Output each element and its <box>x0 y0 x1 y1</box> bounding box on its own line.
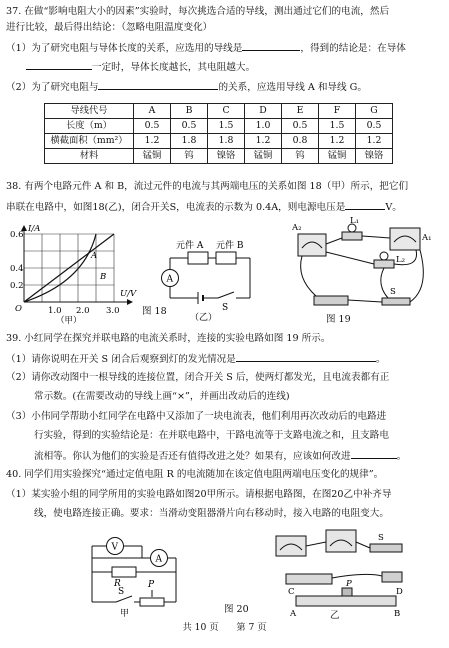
table-cell: E <box>282 104 319 119</box>
a2-label: A₂ <box>292 223 302 233</box>
answer-blank[interactable] <box>98 80 218 90</box>
table-cell: C <box>208 104 245 119</box>
battery-icon <box>314 296 348 305</box>
table-cell: 1.8 <box>208 134 245 149</box>
table-cell: 镍铬 <box>356 149 393 164</box>
table-cell: 钨 <box>171 149 208 164</box>
table-cell: 1.0 <box>245 119 282 134</box>
table-cell: 横截面积（mm²） <box>45 134 134 149</box>
q39-line1: 39. 小红同学在探究并联电路的电流关系时，连接的实验电路如图 19 所示。 <box>6 333 331 344</box>
q40-part1b: 线，使电路连接正确。要求：当滑动变阻器滑片向右移动时，接入电路的电阻变大。 <box>34 508 389 519</box>
circuit-caption: 甲 <box>120 609 130 619</box>
answer-blank[interactable] <box>26 60 92 70</box>
resistor-label: R <box>114 579 121 589</box>
figure-20-photo <box>266 522 416 622</box>
q40-part1a: （1）某实验小组的同学所用的实验电路如图20甲所示。请根据电路图，在图20乙中补齐导 <box>6 489 392 500</box>
origin-label: O <box>15 304 22 314</box>
table-cell: 钨 <box>282 149 319 164</box>
q37-part1-text-c: 一定时，导体长度越长，其电阻越大。 <box>92 62 256 73</box>
table-cell: 1.5 <box>319 119 356 134</box>
page-footer <box>0 622 449 634</box>
q37-part1-text: （1）为了研究电阻与导体长度的关系，应选用的导线是 <box>6 43 243 54</box>
q37-line1: 37. 在做“影响电阻大小的因素”实验时，每次挑选合适的导线，测出通过它们的电流，然后 <box>6 6 390 17</box>
table-cell: B <box>171 104 208 119</box>
curve-b-label: B <box>100 272 107 282</box>
fig20-circuit-diagram <box>78 524 190 619</box>
total-pages: 共 10 页 <box>182 622 219 633</box>
y-tick: 0.4 <box>10 264 24 274</box>
answer-blank[interactable] <box>236 352 376 362</box>
table-cell: 锰铜 <box>134 149 171 164</box>
table-cell: 1.2 <box>134 134 171 149</box>
q39-part1-end: 。 <box>375 354 386 365</box>
l1-label: L₁ <box>350 216 360 226</box>
terminal-c-label: C <box>288 587 295 597</box>
switch-icon <box>382 298 410 305</box>
figure-20-yi-caption: 乙 <box>330 610 340 621</box>
page-number: 第 7 页 <box>236 622 267 633</box>
q37-part1 <box>6 41 406 56</box>
answer-blank[interactable] <box>351 449 397 459</box>
table-row <box>45 134 393 149</box>
q37-part2-text: （2）为了研究电阻与 <box>6 82 99 93</box>
ammeter-a2-icon <box>298 234 326 256</box>
q38-line2-text: 串联在电路中，如图18(乙)，闭合开关S，电流表的示数为 0.4A，则电源电压是 <box>6 202 346 213</box>
table-cell: 0.5 <box>171 119 208 134</box>
table-row <box>45 104 393 119</box>
q38-line2-unit: V。 <box>385 202 402 213</box>
table-cell: 1.2 <box>245 134 282 149</box>
q39-part3c-text: 流相等。你认为他们的实验是否还有值得改进之处？如果有，应该如何改进 <box>34 451 351 462</box>
ammeter-label: A <box>166 274 173 285</box>
table-cell: 长度（m） <box>45 119 134 134</box>
q37-part2 <box>6 80 367 95</box>
s-label: S <box>390 287 396 297</box>
table-cell: 0.5 <box>282 119 319 134</box>
q39-part1 <box>6 352 385 367</box>
q39-part3-end: 。 <box>396 451 407 462</box>
q38-line1: 38. 有两个电路元件 A 和 B，流过元件的电流与其两端电压的关系如图 18（甲）所示，把它们 <box>6 181 409 192</box>
x-tick: 2.0 <box>76 306 90 316</box>
table-cell: 锰铜 <box>245 149 282 164</box>
table-cell: 1.2 <box>356 134 393 149</box>
table-cell: 0.5 <box>356 119 393 134</box>
table-cell: 1.8 <box>171 134 208 149</box>
table-cell: 0.5 <box>134 119 171 134</box>
switch-s-label: S <box>378 533 384 543</box>
y-tick: 0.2 <box>10 281 24 291</box>
q40-line1: 40. 同学们用实验探究“通过定值电阻 R 的电流随加在该定值电阻两端电压变化的规律”。 <box>6 469 384 480</box>
ammeter-a1-icon <box>390 228 420 250</box>
table-cell: D <box>245 104 282 119</box>
lamp-l2-icon <box>374 260 394 268</box>
table-row <box>45 149 393 164</box>
answer-blank[interactable] <box>345 200 385 210</box>
y-tick: 0.6 <box>10 230 24 240</box>
slider-p-label: P <box>346 579 352 589</box>
q37-part1-cont <box>26 60 255 75</box>
voltmeter-icon <box>326 530 356 552</box>
element-b-label: 元件 B <box>216 241 244 251</box>
series-circuit <box>150 236 262 322</box>
terminal-a-label: A <box>290 609 297 619</box>
q39-part1-text: （1）请你说明在开关 S 闭合后观察到灯的发光情况是 <box>6 354 236 365</box>
switch-icon <box>370 544 402 552</box>
switch-label: S <box>118 587 125 597</box>
terminal-b-label: B <box>394 609 401 619</box>
table-cell: 材料 <box>45 149 134 164</box>
x-tick: 3.0 <box>106 306 120 316</box>
q39-part3a: （3）小伟同学帮助小红同学在电路中又添加了一块电流表，他们利用再次改动后的电路进 <box>6 411 387 422</box>
x-tick: 1.0 <box>48 306 62 316</box>
curve-a-label: A <box>91 251 98 261</box>
q38-line2 <box>6 200 402 215</box>
figure-20-caption: 图 20 <box>224 604 249 615</box>
battery-icon <box>286 574 332 584</box>
table-cell: 导线代号 <box>45 104 134 119</box>
q37-part2-text-b: 的关系，应选用导线 A 和导线 G。 <box>218 82 367 93</box>
voltmeter-label: V <box>111 542 118 553</box>
wire-table <box>44 103 393 164</box>
ammeter-label: A <box>155 554 162 565</box>
l2-label: L₂ <box>396 255 406 265</box>
figure-18-caption: 图 18 <box>142 306 167 317</box>
slider-label: P <box>148 580 155 590</box>
table-cell: 1.5 <box>208 119 245 134</box>
table-cell: A <box>134 104 171 119</box>
q39-part3b: 行实验，得到的实验结论是：在并联电路中，干路电流等于支路电流之和，且支路电 <box>34 430 389 441</box>
terminal-d-label: D <box>396 587 403 597</box>
switch-label: S <box>222 303 229 313</box>
q39-part2b: 常示数。(在需要改动的导线上画“×”，并画出改动后的连线) <box>34 391 290 402</box>
table-cell: 1.2 <box>319 134 356 149</box>
table-cell: G <box>356 104 393 119</box>
q39-part3c <box>34 449 406 464</box>
rheostat-icon <box>296 596 396 606</box>
table-cell: 镍铬 <box>208 149 245 164</box>
figure-19-photo <box>290 218 440 316</box>
q37-part1-text-b: ，得到的结论是：在导体 <box>300 43 406 54</box>
q39-part2a: （2）请你改动图中一根导线的连接位置，闭合开关 S 后，使两灯都发光，且电流表都有正 <box>6 372 390 383</box>
x-axis-label: U/V <box>120 289 137 299</box>
q37-line2: 进行比较，最后得出结论：（忽略电阻温度变化） <box>6 22 213 33</box>
lamp-l1-icon <box>342 232 362 240</box>
y-axis-label: I/A <box>28 224 41 234</box>
table-cell: 锰铜 <box>319 149 356 164</box>
ammeter-icon <box>276 536 306 556</box>
figure-19-caption: 图 19 <box>326 314 351 325</box>
iu-graph <box>10 222 142 326</box>
answer-blank[interactable] <box>242 41 300 51</box>
element-a-label: 元件 A <box>176 241 204 251</box>
circuit-caption: （乙） <box>190 313 218 323</box>
table-cell: 0.8 <box>282 134 319 149</box>
resistor-icon <box>382 572 402 582</box>
table-row <box>45 119 393 134</box>
a1-label: A₁ <box>422 233 432 243</box>
graph-caption: （甲） <box>56 316 82 326</box>
table-cell: F <box>319 104 356 119</box>
